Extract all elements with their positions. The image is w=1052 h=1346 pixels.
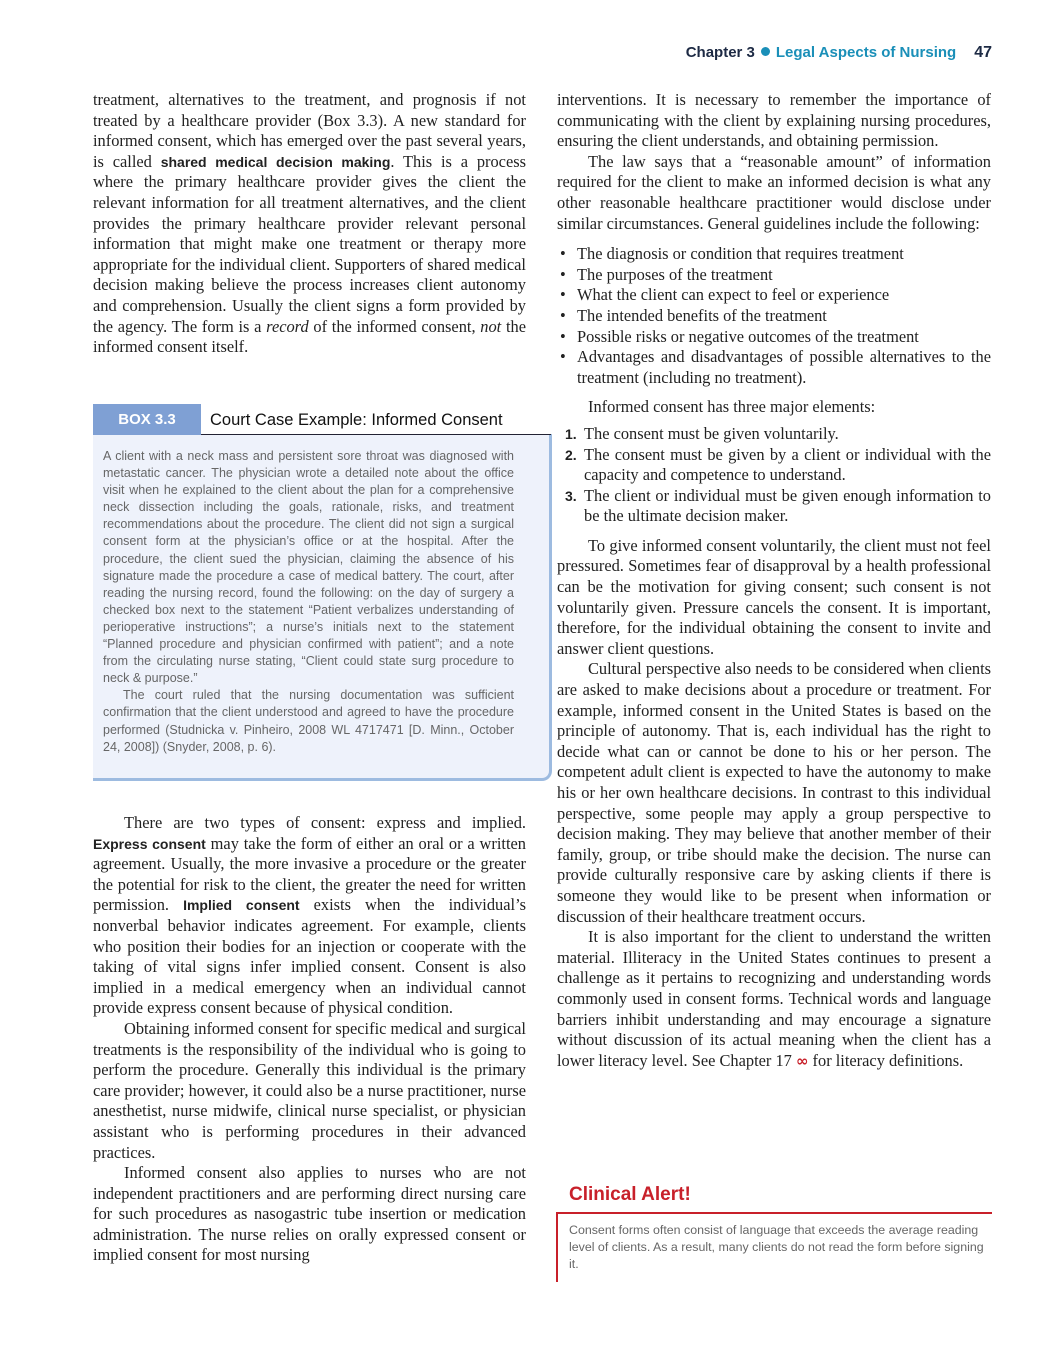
paragraph: It is also important for the client to understand the written material. Illiteracy in the United States continues to present a challenge as it pertains to recognizing and understanding words commonly used in consent forms. Technical words and language barriers inhibit understanding and may encourage a signature without discussion of its actual meaning when the client has a lower literacy level. See Chapter 17 ∞ for literacy definitions. bbox=[557, 927, 991, 1070]
list-item: • The purposes of the treatment bbox=[557, 265, 991, 286]
chapter-link-icon[interactable]: ∞ bbox=[795, 1051, 809, 1070]
box-body bbox=[103, 448, 514, 756]
list-item: • The intended benefits of the treatment bbox=[557, 306, 991, 327]
alert-bar bbox=[556, 1212, 558, 1282]
paragraph: Cultural perspective also needs to be considered when clients are asked to make decisions about a procedure or treatment. For example, informed consent in the United States is based on the principle of autonomy. That is, each individual has the right to decide what can or cannot be done to his or her person. The competent adult client is expected to have the autonomy to make his or her own healthcare decisions. In contrast to this individual perspective, some people may apply a group perspective to decision making. They may believe that another member of their family, group, or tribe should make the decision. The nurse can provide culturally responsive care by asking clients if there is someone they would like to be present when information or discussion of their healthcare treatment occurs. bbox=[557, 659, 991, 926]
left-column-bottom bbox=[93, 813, 526, 1266]
guidelines-list bbox=[557, 244, 991, 388]
paragraph: treatment, alternatives to the treatment, and prognosis if not treated by a healthcare provider (Box 3.3). A new standard for informed consent, which has emerged over the past several years, is called shared medical decision making. This is a process where the primary healthcare provider gives the client the relevant information for all treatment alternatives, and the client provides the primary healthcare provider relevant personal information that might make one treatment or therapy more appropriate for the individual client. Supporters of shared medical decision making believe the process increases client autonomy and comprehension. Usually the client signs a form provided by the agency. The form is a record of the informed consent, not the informed consent itself. bbox=[93, 90, 526, 357]
box-title-rule bbox=[201, 434, 551, 435]
clinical-alert bbox=[556, 1182, 992, 1280]
bullet-dot-icon bbox=[761, 47, 770, 56]
paragraph: To give informed consent voluntarily, the client must not feel pressured. Sometimes fear of disapproval by a health professional can be the motivation for giving consent; such consent is not voluntarily given. Pressure cancels the consent. It is important, therefore, for the individual obtaining the consent to invite and answer client questions. bbox=[557, 535, 991, 658]
list-item: • The diagnosis or condition that requires treatment bbox=[557, 244, 991, 265]
chapter-label: Chapter 3 bbox=[685, 44, 755, 61]
alert-title: Clinical Alert! bbox=[569, 1184, 691, 1205]
key-term: Implied consent bbox=[183, 897, 300, 914]
alert-body: Consent forms often consist of language that exceeds the average reading level of clients. As a result, many clients do not read the form before signing it. bbox=[569, 1223, 984, 1272]
right-column bbox=[557, 90, 991, 1071]
key-term: Express consent bbox=[93, 835, 206, 852]
alert-rule bbox=[556, 1212, 992, 1214]
box-label: BOX 3.3 bbox=[93, 404, 201, 435]
paragraph: Informed consent also applies to nurses who are not independent practitioners and are performing direct nursing care for such procedures as nasogastric tube insertion or medication administration. The nurse relies on orally expressed consent or implied consent for most nursing bbox=[93, 1163, 526, 1265]
list-item: • Possible risks or negative outcomes of the treatment bbox=[557, 327, 991, 348]
paragraph: interventions. It is necessary to remember the importance of communicating with the client by explaining nursing procedures, ensuring the client understands, and obtaining permission. bbox=[557, 90, 991, 151]
left-column-top bbox=[93, 90, 526, 358]
page-number: 47 bbox=[974, 44, 992, 61]
section-title: Legal Aspects of Nursing bbox=[775, 44, 957, 61]
list-item: 3. The client or individual must be given enough information to be the ultimate decision maker. bbox=[565, 485, 991, 526]
running-header bbox=[686, 44, 992, 62]
paragraph: There are two types of consent: express and implied. Express consent may take the form of either an oral or a written agreement. Usually, the more invasive a procedure or the greater the potential for risk to the client, the greater the need for written permission. Implied consent exists when the individual’s nonverbal behavior indicates agreement. For example, clients who position their bodies for an injection or cooperate with the taking of vital signs infer implied consent. Consent is also implied in a medical emergency when an individual cannot provide express consent because of physical condition. bbox=[93, 813, 526, 1018]
paragraph: The law says that a “reasonable amount” of information required for the client to make an informed decision is what any other reasonable healthcare practitioner would disclose under similar circumstances. General guidelines include the following: bbox=[557, 151, 991, 233]
list-item: 1. The consent must be given voluntarily. bbox=[565, 423, 839, 443]
box-3-3 bbox=[93, 404, 551, 780]
list-item: • Advantages and disadvantages of possible alternatives to the treatment (including no treatment). bbox=[557, 347, 991, 388]
box-paragraph: A client with a neck mass and persistent sore throat was diagnosed with metastatic cancer. The physician wrote a detailed note about the office visit when he explained to the client about the plan for a comprehensive neck dissection including the goals, rationale, risks, and treatment recommendations about the procedure. The client did not sign a surgical consent form at the physician’s office or at the hospital. After the procedure, the client sued the physician, claiming the absence of his signature made the procedure a case of medical battery. The court, after reading the nursing record, found the following: on the day of surgery a checked box next to the statement “Patient verbalizes understanding of perioperative instructions”; a nurse’s initials next to the statement “Planned procedure and physician confirmed with patient”; and a note from the circulating nurse stating, “Client could state surg procedure to neck & purpose.” bbox=[103, 449, 514, 686]
paragraph: Obtaining informed consent for specific medical and surgical treatments is the responsibility of the individual who is going to perform the procedure. Generally this individual is the primary care provider; however, it could also be a nurse practitioner, nurse anesthetist, nurse midwife, clinical nurse specialist, or physician assistant who is performing procedures in their advanced practices. bbox=[93, 1018, 526, 1162]
box-paragraph: The court ruled that the nursing documentation was sufficient confirmation that the client understood and agreed to have the procedure performed (Studnicka v. Pinheiro, 2008 WL 4717471 [D. Minn., October 24, 2008]) (Snyder, 2008, p. 6). bbox=[103, 688, 514, 754]
elements-list bbox=[557, 424, 991, 527]
list-item: 2. The consent must be given by a client or individual with the capacity and competence to understand. bbox=[565, 444, 991, 485]
paragraph: Informed consent has three major elements: bbox=[588, 397, 876, 417]
box-title: Court Case Example: Informed Consent bbox=[210, 411, 503, 429]
list-item: • What the client can expect to feel or experience bbox=[557, 285, 991, 306]
key-term: shared medical decision making bbox=[160, 153, 391, 170]
